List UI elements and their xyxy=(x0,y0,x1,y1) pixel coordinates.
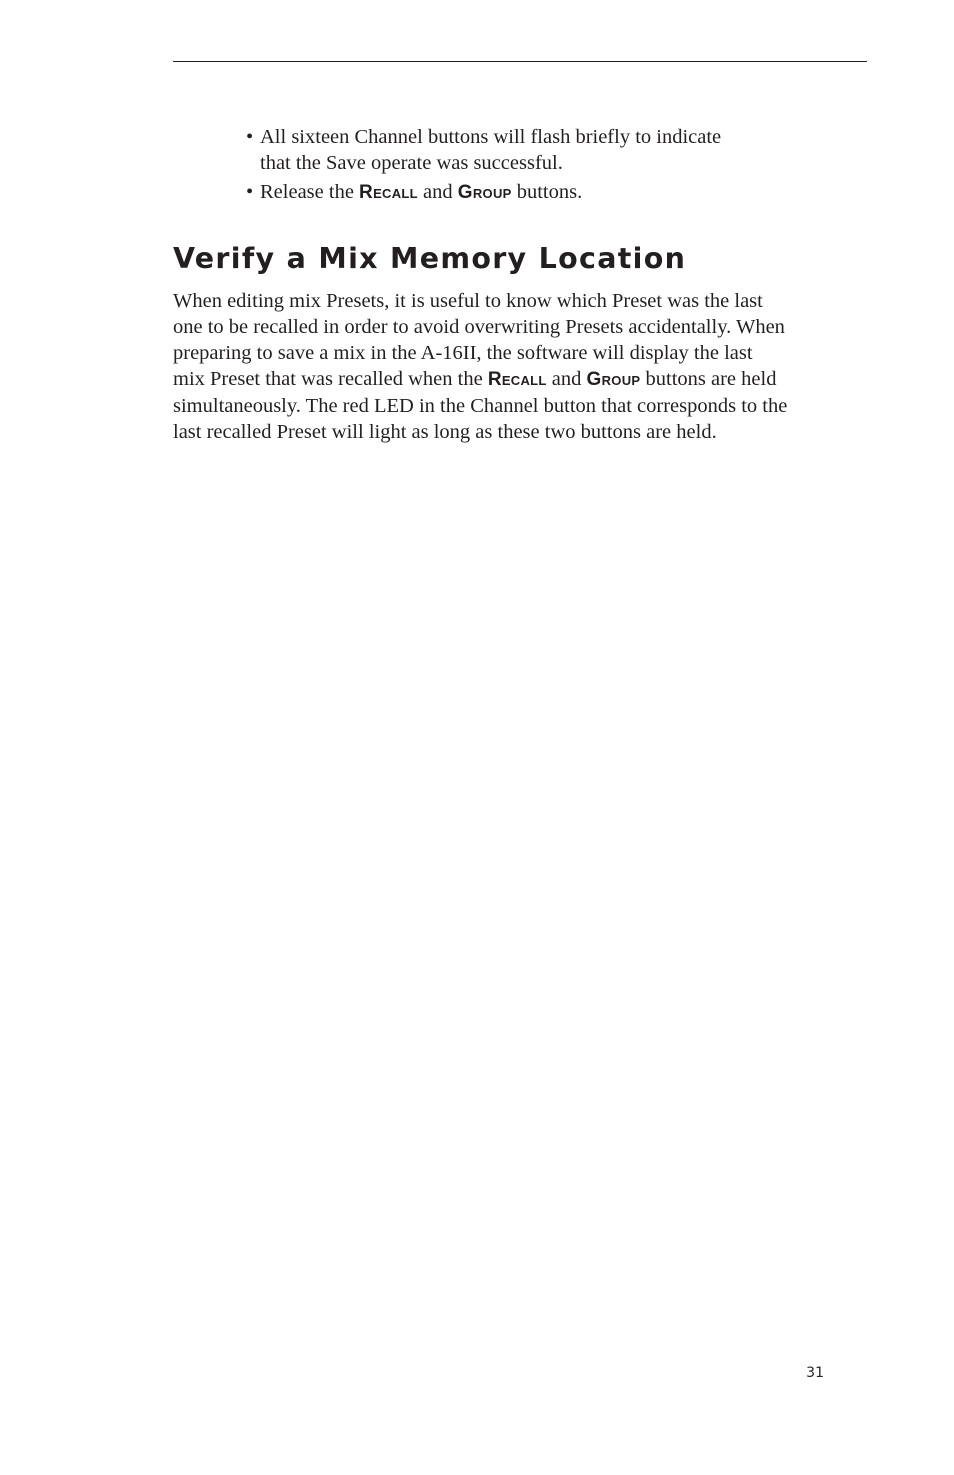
paragraph-line: simultaneously. The red LED in the Channel button that corresponds to the xyxy=(173,395,788,417)
paragraph-line: last recalled Preset will light as long as these two buttons are held. xyxy=(173,421,717,443)
paragraph-text: and xyxy=(546,368,587,390)
list-item-text: and xyxy=(417,181,458,203)
paragraph-line xyxy=(173,366,853,393)
paragraph-line: When editing mix Presets, it is useful to know which Preset was the last xyxy=(173,290,763,312)
list-item-text: buttons. xyxy=(511,181,583,203)
paragraph-line: one to be recalled in order to avoid overwriting Presets accidentally. When xyxy=(173,316,785,338)
paragraph-line: preparing to save a mix in the A-16II, the software will display the last xyxy=(173,342,753,364)
bullet-list xyxy=(246,124,826,209)
recall-button-name: Recall xyxy=(487,369,547,390)
list-item-text: All sixteen Channel buttons will flash briefly to indicate xyxy=(260,126,722,148)
group-button-name: Group xyxy=(457,182,512,203)
recall-button-name: Recall xyxy=(359,182,418,203)
body-paragraph xyxy=(173,288,853,445)
group-button-name: Group xyxy=(586,369,641,390)
section-heading: Verify a Mix Memory Location xyxy=(173,242,687,275)
list-item-text: Release the xyxy=(260,181,360,203)
list-item-text: that the Save operate was successful. xyxy=(260,152,563,174)
list-item xyxy=(246,179,826,206)
bullet-marker: • xyxy=(246,181,254,203)
header-rule xyxy=(173,61,867,62)
page-number: 31 xyxy=(806,1365,824,1381)
list-item xyxy=(246,124,826,176)
paragraph-text: mix Preset that was recalled when the xyxy=(173,368,488,390)
paragraph-text: buttons are held xyxy=(640,368,777,390)
bullet-marker: • xyxy=(246,126,254,148)
